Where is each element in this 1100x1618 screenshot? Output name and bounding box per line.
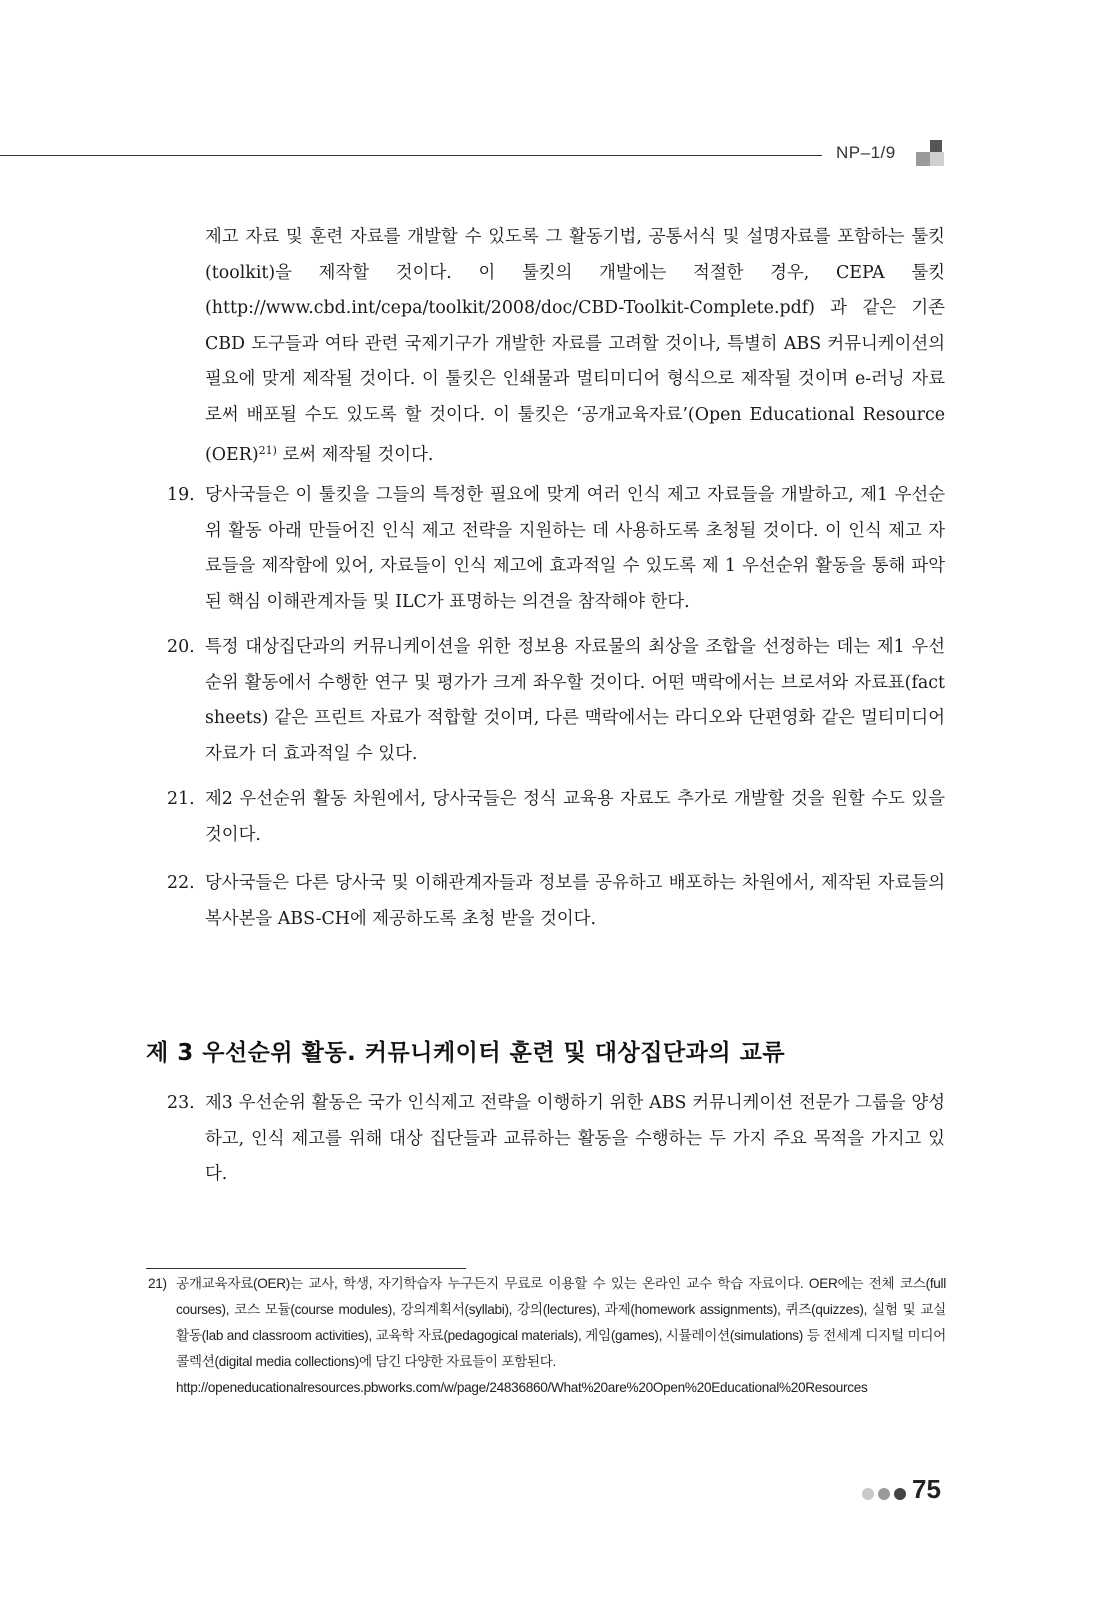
footnote-text: 공개교육자료(OER)는 교사, 학생, 자기학습자 누구든지 무료로 이용할 수 있는 온라인 교수 학습 자료이다. OER에는 전체 코스(full courses), 코스 모듈(course modules), 강의계획서(syllabi), 강의(lectures), 과제(homework assignments), 퀴즈(quizzes), 실험 및 교실 활동(lab and classroom activities), 교육학 자료(pedagogical materials), 게임(games), 시뮬레이션(simulations) 등 전세계 디지털 미디어 콜렉션(digital media collections)에 담긴 다양한 자료들이 포함된다. [176,1276,946,1369]
item-text: 제2 우선순위 활동 차원에서, 당사국들은 정식 교육용 자료도 추가로 개발할 것을 원할 수도 있을 것이다. [205,789,945,845]
header-document-code: NP–1/9 [836,143,896,162]
item-number: 23. [167,1093,195,1113]
header-square-mark-icon [916,140,944,168]
item-number: 19. [167,485,195,505]
page-number: 75 [912,1474,941,1504]
dot-dark [894,1488,906,1500]
footnote-number: 21) [148,1276,167,1291]
item-number: 22. [167,873,195,893]
intro-text-end: 로써 제작될 것이다. [276,445,434,465]
footnote-rule [146,1268,466,1269]
item-text: 특정 대상집단과의 커뮤니케이션을 위한 정보용 자료물의 최상을 조합을 선정하는 데는 제1 우선순위 활동에서 수행한 연구 및 평가가 크게 좌우할 것이다. 어떤 맥락에서는 브로셔와 자료표(fact sheets) 같은 프린트 자료가 적합할 것이며, 다른 맥락에서는 라디오와 단편영화 같은 멀티미디어 자료가 더 효과적일 수 있다. [205,637,945,764]
page-dots-icon [862,1488,908,1502]
list-item-22 [167,866,945,937]
item-number: 21. [167,789,195,809]
list-item-23 [167,1086,945,1193]
section-heading: 제 3 우선순위 활동. 커뮤니케이터 훈련 및 대상집단과의 교류 [146,1040,786,1066]
item-text: 제3 우선순위 활동은 국가 인식제고 전략을 이행하기 위한 ABS 커뮤니케이션 전문가 그룹을 양성하고, 인식 제고를 위해 대상 집단들과 교류하는 활동을 수행하는 두 가지 주요 목적을 가지고 있다. [205,1093,945,1184]
footnote [148,1271,946,1401]
item-number: 20. [167,637,195,657]
list-item-20 [167,630,945,772]
item-text: 당사국들은 이 툴킷을 그들의 특정한 필요에 맞게 여러 인식 제고 자료들을 개발하고, 제1 우선순위 활동 아래 만들어진 인식 제고 전략을 지원하는 데 사용하도록 초청될 것이다. 이 인식 제고 자료들을 제작함에 있어, 자료들이 인식 제고에 효과적일 수 있도록 제 1 우선순위 활동을 통해 파악된 핵심 이해관계자들 및 ILC가 표명하는 의견을 참작해야 한다. [205,485,945,612]
header-rule [0,155,822,156]
dot-mid [878,1488,890,1500]
intro-text: 제고 자료 및 훈련 자료를 개발할 수 있도록 그 활동기법, 공통서식 및 설명자료를 포함하는 툴킷(toolkit)을 제작할 것이다. 이 툴킷의 개발에는 적절한 경우, CEPA 툴킷 (http://www.cbd.int/cepa/toolkit/2008/doc/CBD-Toolkit-Complete.pdf) 과 같은 기존 CBD 도구들과 여타 관련 국제기구가 개발한 자료를 고려할 것이나, 특별히 ABS 커뮤니케이션의 필요에 맞게 제작될 것이다. 이 툴킷은 인쇄물과 멀티미디어 형식으로 제작될 것이며 e-러닝 자료로써 배포될 수도 있도록 할 것이다. 이 툴킷은 ‘공개교육자료’(Open Educational Resource (OER) [205,227,945,465]
footnote-ref[interactable]: 21) [258,444,277,457]
list-item-21 [167,782,945,853]
footnote-link[interactable]: http://openeducationalresources.pbworks.com/w/page/24836860/What%20are%20Open%20Educational%20Resources [176,1380,868,1395]
intro-paragraph [205,220,945,474]
item-text: 당사국들은 다른 당사국 및 이해관계자들과 정보를 공유하고 배포하는 차원에서, 제작된 자료들의 복사본을 ABS-CH에 제공하도록 초청 받을 것이다. [205,873,945,929]
list-item-19 [167,478,945,620]
dot-light [862,1488,874,1500]
